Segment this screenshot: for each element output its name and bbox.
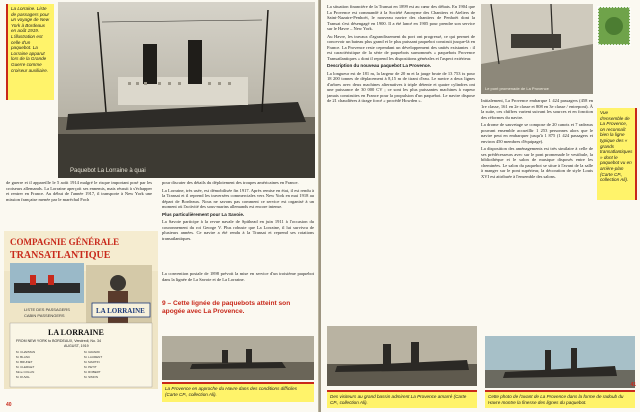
photo-provence-le-havre <box>162 336 314 380</box>
paragraph: Initialement, La Provence embarque 1 424 passagers (458 en 1re classe, 161 en 2e classe et 808 en 3e classe / entrepont). À la suite, ces chiffres varient suivant les sources et en fonction des réformes du navire. <box>481 98 593 120</box>
subhead-description: Description du nouveau paquebot La Provence. <box>327 63 432 68</box>
caption-right <box>597 108 637 200</box>
caption-top-left-text: La Lorraine. Liste de passagers pour un voyage de New York à Bordeaux en août 1919. L'illustration est celle d'un paquebot. La Lorraine apparut lors de la Grande Guerre comme croiseur auxiliaire. <box>11 6 50 73</box>
poster-name: M. ROBERT <box>84 370 101 374</box>
caption-top-left <box>6 4 54 100</box>
caption-bottom-left-page <box>162 382 314 402</box>
poster-ship-badge: LA LORRAINE <box>96 307 145 315</box>
visitors-photo-illustration <box>327 326 477 386</box>
paragraph-bottom: La convention postale de 1898 prévoit la mise en service d'un troisième paquebot dans la lignée de La Savoie et de La Lorraine. <box>162 271 314 282</box>
paragraph: La disposition des aménagements est très similaire à celle de ses prédécesseurs avec sur le pont promenade le vestibule, la bibliothèque et le salon de musique disposés entre les cheminées. Le salon du paquebot se situe à l'avant de la salle à manger sur le pont supérieur, la décoration de style Louis XVI est attribuée à l'ensemble des salons. <box>481 146 593 179</box>
caption-bottom-left-right-page <box>327 390 477 408</box>
poster-name: M. CHAPMAN <box>16 350 36 354</box>
poster-name: M. DUVAL <box>16 375 30 379</box>
stamp-icon <box>597 6 631 46</box>
paragraph: pour discuter des détails du déploiement des troupes américaines en France. <box>162 180 299 185</box>
poster-name: M. SIMON <box>84 375 98 379</box>
postage-stamp <box>597 6 631 46</box>
caption-bottom-text: La Provence en approche du Havre dans des conditions difficiles (Carte CP., collection Ali). <box>165 386 298 397</box>
photo-visitors-basin <box>327 326 477 386</box>
section-title-text: 9 – Cette lignée de paquebots atteint son apogée avec La Provence. <box>162 300 291 315</box>
caption-right-text: Vue d'ensemble de La Provence, on reconnaît bien la ligne typique des « grands transatlantiques » dont le paquebot vu en arrière-plan (Carte CP., collection Ali). <box>600 110 633 183</box>
paragraph: La longueur est de 181 m, la largeur de 20 m et la jauge brute de 13 753 tx pour 18 200 tonnes de déplacement à 8,15 m de tirant d'eau. Le navire a deux lignes d'arbres avec deux machines alternatives à triple détente et quatre cylindres ont une puissance de 30 000 CV ; ce sont les plus puissantes machines à vapeur jamais construites en France pour la propulsion d'un paquebot. Le navire dispose de 21 chaudières à tirage forcé « procédé Howden ». <box>327 70 475 103</box>
page-number-left: 40 <box>6 402 12 408</box>
provence-approach-illustration <box>162 336 314 380</box>
photo-lorraine-quay <box>58 2 315 178</box>
caption-bottom-right <box>485 390 635 408</box>
right-body-col2 <box>481 98 593 362</box>
poster-subtitle: LISTE DES PASSAGERS <box>24 307 70 312</box>
paragraph: La drome de sauvetage se compose de 20 canots et 7 radeaux pouvant ensemble accueillir 1 253 personnes alors que le navire peut en embarquer jusqu'à 1 875 (1 424 passagers et environ 450 membres d'équipage). <box>481 122 593 144</box>
subhead-savoie: Plus particulièrement pour La Savoie. <box>162 211 245 217</box>
poster-name: M. GIRARD <box>84 350 100 354</box>
poster-name: M. MARTIN <box>84 360 100 364</box>
paragraph: Au Havre, les travaux d'agrandissement du port ont progressé, ce qui permet de concevoir un bateau plus grand et le plus puissant paquebot construit jusque-là en France. La Provence reste cependant un développement des unités existantes : il est caractéristique de la série de paquebots surnommés « paquebots Provence Transatlantiques » dont il reprend les dispositions générales et l'aspect extérieur. <box>327 33 475 61</box>
paragraph-savoie: La Savoie participe à la revue navale de Spithead en juin 1911 à l'occasion du couronnement du roi George V. Plus robuste que La Lorraine, il lui survivra de plusieurs années. Ce navire a été rendu à la Transat et reprend ses rotations transatlantiques. <box>162 219 314 241</box>
paragraph: La Lorraine, très usée, est démobilisée fin 1917. Après remise en état, il est rendu à la Transat et il reprend les traversées commerciales vers New York en mai 1918 au départ de Bordeaux. Nous ne savons pas comment ce service est organisé à un moment où l'activité des sous-marins allemands est encore intense. <box>162 187 314 209</box>
poster-company-line1: COMPAGNIE GÉNÉRALE <box>10 237 120 247</box>
poster-cabin: CABIN PASSENGERS <box>24 313 65 318</box>
quay-photo-illustration <box>58 2 315 178</box>
poster-name: M. CLERGET <box>16 365 35 369</box>
poster-name: M. BLANC <box>16 355 31 359</box>
section-title-9 <box>162 300 312 315</box>
paragraph: La situation financière de la Transat en 1899 est au cœur des débats. En 1904 que La Provence est commandé à la Société Anonyme des Chantiers et Ateliers de Saint-Nazaire-Penhoët, le nouveau navire des chantiers de Penhoët dont la Transat s'est désengagé en 1900. Il a été lancé en 1905 pour prendre son service sur le Havre – New York. <box>327 4 475 31</box>
photo-drydock <box>485 336 635 388</box>
right-page <box>321 0 640 412</box>
caption-bottom-left-text: Des visiteurs au grand bassin admirent La Provence amarré (Carte CP., collection Ali). <box>330 394 467 405</box>
body-mid-paragraph: de guerre et il appareille le 5 août 1914 malgré le risque important posé par les croiseurs allemands. La Lorraine aperçoit ses ennemis, mais réussit à s'échapper et rentrer en France. Au début de l'année 1917, il transporte à New York une mission française menée par le maréchal Foch <box>6 180 152 202</box>
deck-photo-label: Le pont promenade de La Provence <box>485 86 549 91</box>
poster-name: Mme COLLIN <box>16 370 35 374</box>
photo-deck-promenade <box>481 4 593 94</box>
page-number-right: 41 <box>630 382 636 388</box>
poster-name: M. LAURENT <box>84 355 103 359</box>
deck-photo-illustration <box>481 4 593 94</box>
poster-illustration <box>4 231 158 389</box>
body-mid-col1 <box>6 180 152 228</box>
caption-bottom-right-text: Cette photo de l'avant de La Provence dans la forme de radoub du Havre montre la finesse des lignes du paquebot. <box>488 394 624 405</box>
poster-date: AUGUST, 1919 <box>64 344 89 348</box>
poster-company-line2: TRANSATLANTIQUE <box>10 250 111 261</box>
poster-ship-title: LA LORRAINE <box>48 328 104 337</box>
poster-route: FROM NEW YORK to BORDEAUX, Vendredi, No. 34 <box>16 339 102 343</box>
drydock-photo-illustration <box>485 336 635 388</box>
left-page <box>0 0 319 412</box>
poster-name: M. PETIT <box>84 365 97 369</box>
poster-lorraine <box>4 231 158 389</box>
poster-name: M. BRUNET <box>16 360 33 364</box>
photo-label: Paquebot La Lorraine à quai <box>70 168 146 174</box>
